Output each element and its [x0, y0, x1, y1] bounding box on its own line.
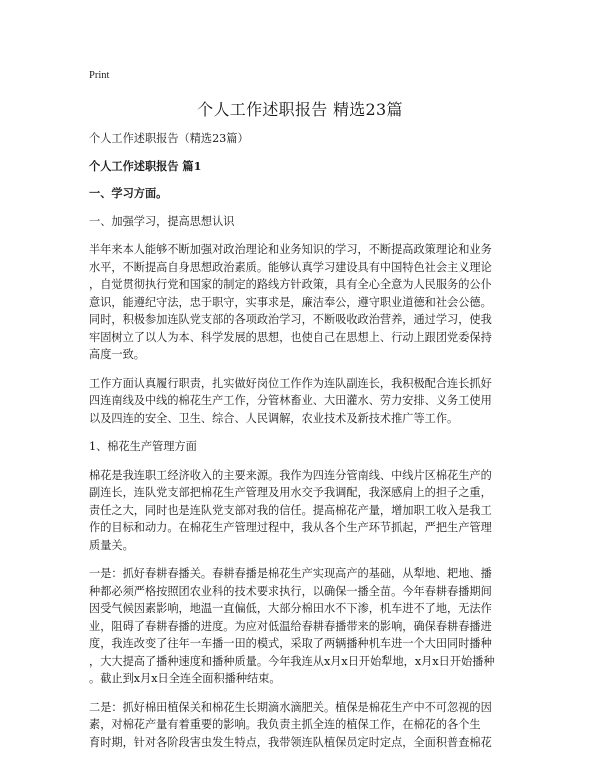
paragraph-line: 责任之大，同时也是连队党支部对我的信任。提高棉花产量，增加职工收入是我工: [89, 503, 492, 517]
paragraph-line: 业，阻碍了春耕春播的进度。为应对低温给春耕春播带来的影响，确保春耕春播进: [89, 619, 492, 633]
paragraph-line: 同时，积极参加连队党支部的各项政治学习，不断吸收政治营养，通过学习，使我: [89, 313, 492, 326]
paragraph-line: 作的目标和动力。在棉花生产管理过程中，我从各个生产环节抓起，严把生产管理: [89, 521, 492, 534]
paragraph: [89, 241, 517, 364]
paragraph-line: ，自觉贯彻执行党和国家的制定的路线方针政策，具有全心全意为人民服务的公仆: [89, 278, 492, 291]
paragraph-line: 牢固树立了以人为本、科学发展的思想，也使自己在思想上、行动上跟团党委保持: [89, 330, 492, 344]
paragraph-line: 棉花是我连职工经济收入的主要来源。我作为四连分管南线、中线片区棉花生产的: [89, 468, 492, 482]
document-body: [89, 130, 517, 762]
paragraph-line: 1、棉花生产管理方面: [89, 440, 197, 453]
paragraph-line: 。截止到x月x日全连全面积播种结束。: [89, 672, 281, 685]
paragraph-line: 质量关。: [89, 538, 134, 552]
paragraph: [89, 438, 517, 456]
page-title: 个人工作述职报告 精选23篇: [197, 100, 403, 119]
paragraph-line: 副连长，连队党支部把棉花生产管理及用水交予我调配，我深感肩上的担子之重，: [89, 486, 492, 499]
paragraph: [89, 467, 517, 555]
print-link[interactable]: Print: [89, 70, 110, 81]
paragraph-line: 工作方面认真履行职责，扎实做好岗位工作作为连队副连长，我积极配合连长抓好: [89, 376, 492, 390]
subheading-study: 一、加强学习，提高思想认识: [89, 214, 235, 228]
paragraph-line: 四连南线及中线的棉花生产工作，分管林畜业、大田灌水、劳力安排、义务工使用: [89, 394, 492, 407]
section-title: 个人工作述职报告 篇1: [89, 158, 202, 173]
heading-study: 一、学习方面。: [89, 186, 168, 200]
paragraph-line: 种都必须严格按照团农业科的技术要求执行，以确保一播全苗。今年春耕春播期间: [89, 584, 492, 598]
paragraph-line: 素，对棉花产量有着重要的影响。我负责主抓全连的植保工作，在棉花的各个生: [89, 718, 481, 731]
document-subtitle: 个人工作述职报告（精选23篇）: [89, 132, 249, 145]
paragraph-line: 意识，能遵纪守法，忠于职守，实事求是，廉洁奉公，遵守职业道德和社会公德。: [89, 295, 492, 309]
paragraph-line: 二是：抓好棉田植保关和棉花生长期滴水滴肥关。植保是棉花生产中不可忽视的因: [89, 700, 492, 714]
paragraph-line: ，大大提高了播种速度和播种质量。今年我连从x月x日开始犁地，x月x日开始播种: [89, 654, 495, 668]
paragraph-line: 育时期，针对各阶段害虫发生特点，我带领连队植保员定时定点，全面积普查棉花: [89, 735, 492, 749]
paragraph: [89, 699, 517, 752]
paragraph-line: 度，我连改变了往年一车播一田的模式，采取了两辆播种机车进一个大田同时播种: [89, 637, 492, 650]
paragraph: [89, 565, 517, 688]
paragraph-line: 高度一致。: [89, 348, 145, 361]
paragraph-line: 水平，不断提高自身思想政治素质。能够认真学习建设具有中国特色社会主义理论: [89, 260, 492, 274]
paragraph-line: 以及四连的安全、卫生、综合、人民调解，农业技术及新技术推广等工作。: [89, 411, 459, 425]
paragraph-line: 一是：抓好春耕春播关。春耕春播是棉花生产实现高产的基础，从犁地、耙地、播: [89, 567, 492, 580]
paragraph-list: [89, 241, 517, 751]
paragraph-line: 半年来本人能够不断加强对政治理论和业务知识的学习，不断提高政策理论和业务: [89, 243, 492, 256]
paragraph: [89, 375, 517, 428]
paragraph-line: 因受气候因素影响，地温一直偏低，大部分棉田水不下渗，机车进不了地，无法作: [89, 602, 492, 615]
